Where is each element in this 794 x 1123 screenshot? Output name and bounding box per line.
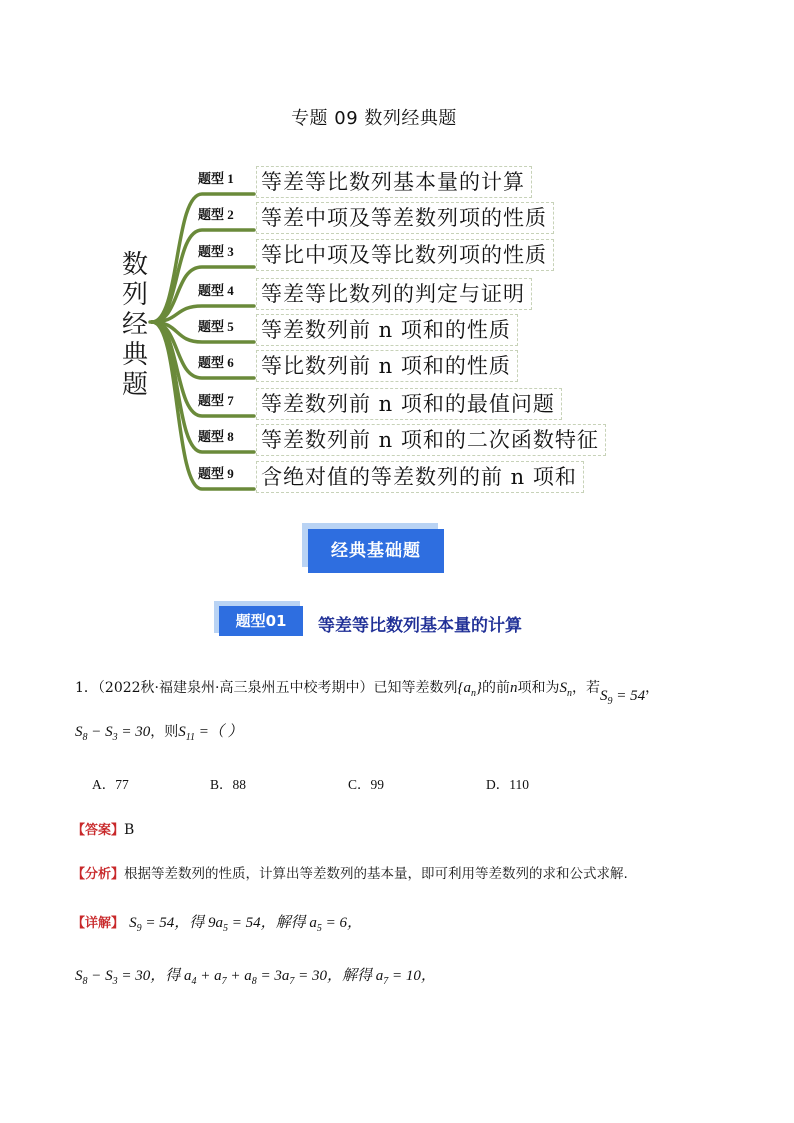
branch-type-label: 题型 8: [198, 429, 234, 444]
option-a: A．77: [92, 777, 129, 792]
branch-type-label: 题型 6: [198, 355, 234, 370]
detail-math-1: $S_9 = 54$，得 $9a_5 = 54$，解得 $a_5 = 6$，: [129, 915, 362, 934]
branch-type-label: 题型 9: [198, 466, 234, 481]
question-text: 的前: [481, 680, 510, 696]
option-c: C．99: [348, 777, 385, 792]
branch-topic-box: 含绝对值的等差数列的前 n 项和: [256, 461, 584, 493]
branch-topic-box: 等差数列前 n 项和的二次函数特征: [256, 424, 606, 456]
root-char: 列: [121, 280, 148, 310]
branch-type-label: 题型 1: [198, 171, 234, 186]
math-condition-2: $S_8 - S_3 = 30$: [75, 724, 151, 743]
branch-topic-box: 等差等比数列基本量的计算: [256, 166, 532, 198]
analysis-tag: 【分析】: [72, 867, 125, 882]
answer-line: [72, 819, 134, 838]
question-text: 已知等差数列: [373, 680, 458, 696]
question-number: 1．: [75, 680, 98, 696]
math-condition-1: $S_9 = 54$: [599, 688, 646, 707]
detail-line-1: [72, 911, 362, 934]
section-banner: [302, 523, 444, 573]
root-char: 典: [121, 340, 148, 370]
analysis-text: 根据等差数列的性质，计算出等差数列的基本量，即可利用等差数列的求和公式求解.: [124, 866, 628, 882]
root-char: 经: [121, 310, 148, 340]
detail-math-2: $S_8 - S_3 = 30$，得 $a_4 + a_7 + a_8 = 3a_7 = 30$，解得 $a_7 = 10$，: [75, 968, 436, 987]
branch-type-label: 题型 5: [198, 319, 234, 334]
math-Sn: $S_n$: [559, 680, 572, 699]
section-banner-label: 经典基础题: [308, 529, 444, 573]
branch-type-label: 题型 3: [198, 244, 234, 259]
question-text: ，若: [571, 680, 600, 696]
answer-tag: 【答案】: [72, 823, 125, 838]
type-heading: 等差等比数列基本量的计算: [318, 616, 522, 636]
question-text: ，则: [150, 724, 179, 740]
branch-topic-box: 等差数列前 n 项和的性质: [256, 314, 518, 346]
branch-topic-box: 等差中项及等差数列项的性质: [256, 202, 554, 234]
detail-tag: 【详解】: [72, 916, 125, 931]
question-text: 项和为: [517, 680, 560, 696]
math-n: n: [509, 680, 518, 696]
type-badge: 题型01: [219, 606, 303, 636]
mindmap-root-topic: [118, 250, 152, 400]
option-d: D．110: [486, 777, 529, 792]
branch-topic-box: 等差数列前 n 项和的最值问题: [256, 388, 562, 420]
branch-topic-box: 等差等比数列的判定与证明: [256, 278, 532, 310]
math-seq: $\{a_n\}$: [457, 680, 482, 699]
question-source: （2022秋·福建泉州·高三泉州五中校考期中）: [97, 680, 374, 696]
analysis-line: [72, 862, 628, 882]
root-char: 题: [121, 370, 148, 400]
answer-value: B: [124, 822, 135, 838]
math-target: $S_{11}$ =（ ）: [178, 724, 243, 743]
document-title: 专题 09 数列经典题: [291, 108, 457, 129]
branch-topic-box: 等比中项及等比数列项的性质: [256, 239, 554, 271]
root-char: 数: [121, 250, 148, 280]
branch-type-label: 题型 4: [198, 283, 234, 298]
detail-line-2: [75, 964, 436, 987]
branch-topic-box: 等比数列前 n 项和的性质: [256, 350, 518, 382]
question-line-1: [75, 677, 660, 707]
question-line-2: [75, 720, 243, 743]
question-text: ，: [645, 680, 660, 696]
option-b: B．88: [210, 777, 247, 792]
branch-type-label: 题型 7: [198, 393, 234, 408]
branch-type-label: 题型 2: [198, 207, 234, 222]
